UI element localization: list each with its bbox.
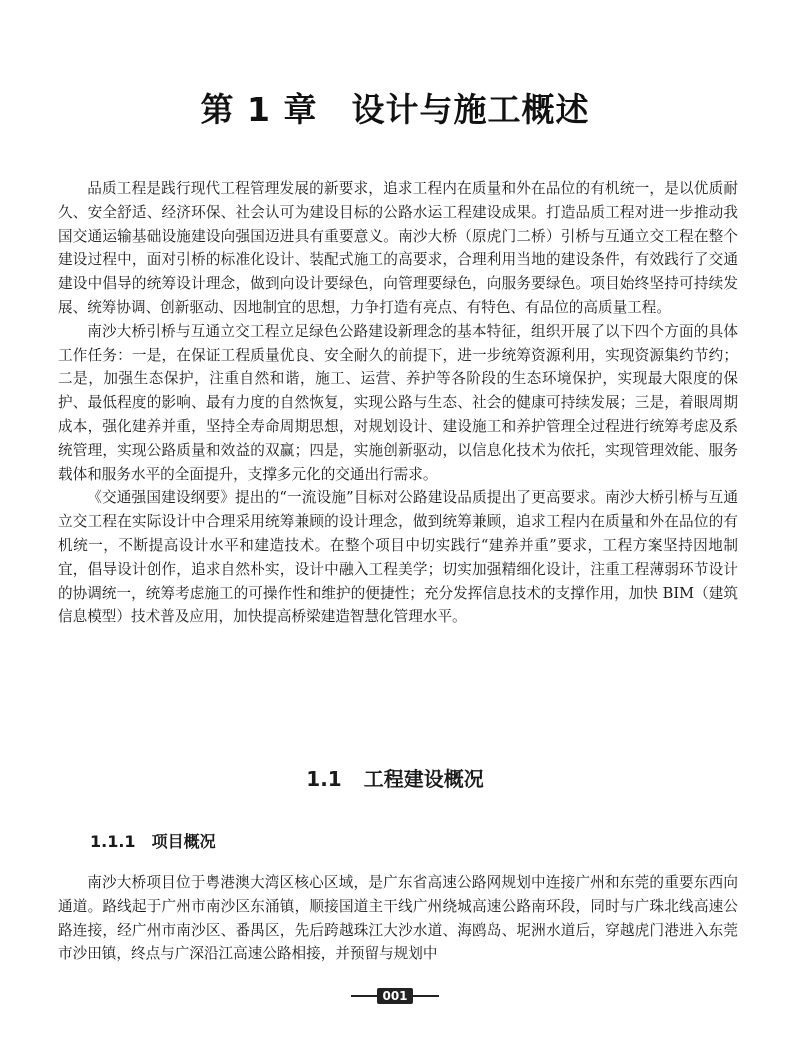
intro-text-block [58, 177, 738, 629]
paragraph: 南沙大桥引桥与互通立交工程立足绿色公路建设新理念的基本特征，组织开展了以下四个方面的具体工作任务：一是，在保证工程质量优良、安全耐久的前提下，进一步统筹资源利用，实现资源集约节约；二是，加强生态保护，注重自然和谐，施工、运营、养护等各阶段的生态环境保护，实现最大限度的保护、最低程度的影响、最有力度的自然恢复，实现公路与生态、社会的健康可持续发展；三是，着眼周期成本，强化建养并重，坚持全寿命周期思想，对规划设计、建设施工和养护管理全过程进行统筹考虑及系统管理，实现公路质量和效益的双赢；四是，实施创新驱动，以信息化技术为依托，实现管理效能、服务载体和服务水平的全面提升，支撑多元化的交通出行需求。 [58, 322, 738, 483]
chapter-title [0, 84, 790, 131]
paragraph: 品质工程是践行现代工程管理发展的新要求，追求工程内在质量和外在品位的有机统一，是以优质耐久、安全舒适、经济环保、社会认可为建设目标的公路水运工程建设成果。打造品质工程对进一步推动我国交通运输基础设施建设向强国迈进具有重要意义。南沙大桥（原虎门二桥）引桥与互通立交工程在整个建设过程中，面对引桥的标准化设计、装配式施工的高要求，合理利用当地的建设条件，有效践行了交通建设中倡导的统筹设计理念，做到向设计要绿色，向管理要绿色，向服务要绿色。项目始终坚持可持续发展、统筹协调、创新驱动、因地制宜的思想，力争打造有亮点、有特色、有品位的高质量工程。 [58, 180, 738, 316]
section-heading-text: 工程建设概况 [363, 767, 484, 791]
subsection-heading-text: 项目概况 [151, 832, 216, 851]
chapter-number: 第 1 章 [200, 90, 318, 129]
chapter-heading-text: 设计与施工概述 [351, 90, 590, 129]
paragraph: 《交通强国建设纲要》提出的“一流设施”目标对公路建设品质提出了更高要求。南沙大桥引桥与互通立交工程在实际设计中合理采用统筹兼顾的设计理念，做到统筹兼顾，追求工程内在质量和外在品位的有机统一，不断提高设计水平和建造技术。在整个项目中切实践行“建养并重”要求，工程方案坚持因地制宜，倡导设计创作，追求自然朴实，设计中融入工程美学；切实加强精细化设计，注重工程薄弱环节设计的协调统一，统筹考虑施工的可操作性和维护的便捷性；充分发挥信息技术的支撑作用，加快 BIM（建筑信息模型）技术普及应用，加快提高桥梁建造智慧化管理水平。 [58, 489, 738, 626]
page-number-rule-left [351, 995, 377, 997]
paragraph: 南沙大桥项目位于粤港澳大湾区核心区域，是广东省高速公路网规划中连接广州和东莞的重要东西向通道。路线起于广州市南沙区东涌镇，顺接国道主干线广州绕城高速公路南环段，同时与广珠北线高速公路连接，经广州市南沙区、番禺区，先后跨越珠江大沙水道、海鸥岛、坭洲水道后，穿越虎门港进入东莞市沙田镇，终点与广深沿江高速公路相接，并预留与规划中 [58, 874, 738, 963]
subsection-title [90, 829, 216, 852]
page-footer [0, 987, 790, 1005]
subsection-number: 1.1.1 [90, 832, 136, 851]
section-number: 1.1 [306, 767, 342, 791]
section-title [0, 763, 790, 792]
subsection-text-block [58, 871, 738, 966]
page-number: 001 [377, 988, 412, 1004]
page-number-rule-right [413, 995, 439, 997]
